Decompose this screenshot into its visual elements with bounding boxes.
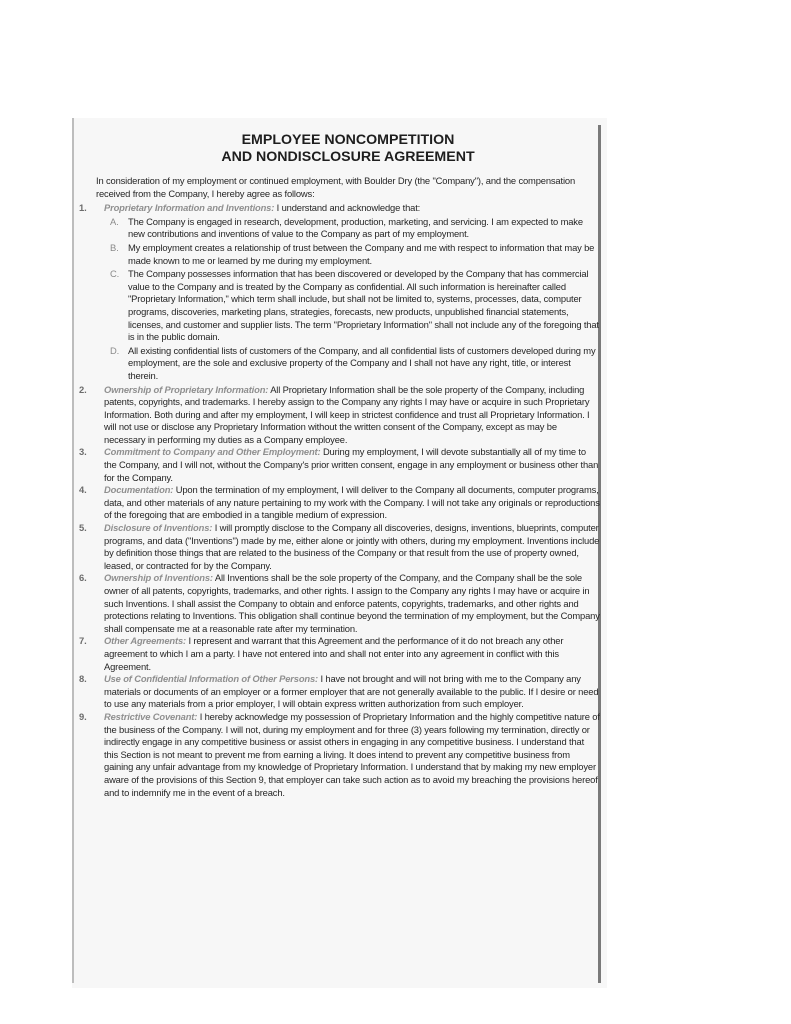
intro-paragraph: In consideration of my employment or continued employment, with Boulder Dry (the "Company"), and the compensation received from the Company, I hereby agree as follows:: [96, 175, 576, 199]
section-4: [79, 484, 600, 522]
section-text: I will promptly disclose to the Company all discoveries, designs, inventions, blueprints, computer programs, and data ("Inventions") made by me, either alone or jointly with others, during my employment. Inventions include by definition those things that are related to the business of the Company or that result from the use of property owned, leased, or contracted for by the Company.: [104, 522, 600, 571]
page-left-edge: [72, 118, 74, 983]
subitem-letter: D.: [110, 344, 120, 356]
section-6: [79, 572, 600, 635]
title-line-2: AND NONDISCLOSURE AGREEMENT: [221, 149, 475, 165]
section-text: I represent and warrant that this Agreement and the performance of it do not breach any other agreement to which I am a party. I have not entered into and shall not enter into any agreement in conflict with this Agreement.: [104, 635, 564, 672]
section-text: During my employment, I will devote substantially all of my time to the Company, and I will not, without the Company's prior written consent, engage in any employment or business other than for the Company.: [104, 446, 599, 483]
subitem-c: [104, 268, 600, 344]
section-1: [79, 202, 600, 382]
section-8: [79, 673, 600, 711]
section-text: I have not brought and will not bring with me to the Company any materials or documents of an employer or a former employer that are not generally available to the public. If I desire or need to use any materials from a prior employer, I will obtain express written authorization from such employer.: [104, 673, 599, 710]
subitem-b: [104, 242, 600, 267]
section-number: 2.: [79, 383, 87, 395]
subitem-a: [104, 216, 600, 241]
subitem-text: All existing confidential lists of customers of the Company, and all confidential lists of customers developed during my employment, are the sole and exclusive property of the Company and I shall not have any right, title, or interest therein.: [128, 344, 596, 381]
section-number: 4.: [79, 484, 87, 496]
section-heading: Other Agreements:: [104, 635, 187, 647]
document-title: [96, 132, 600, 166]
section-heading: Disclosure of Inventions:: [104, 522, 213, 534]
subitem-letter: B.: [110, 241, 119, 253]
subitem-text: The Company is engaged in research, development, production, marketing, and servicing. I am expected to make new contributions and inventions of value to the Company as part of my employment.: [128, 215, 583, 240]
section-text: I hereby acknowledge my possession of Proprietary Information and the highly competitive nature of the business of the Company. I will not, during my employment and for three (3) years following my termination, directly or indirectly engage in any competitive business or assist others in engaging in any competitive business. I understand that this Section is not meant to prevent me from earning a living. It does intend to prevent any competitive business from gaining any unfair advantage from my knowledge of Proprietary Information. I understand that by making my new employer aware of the provisions of this Section 9, that employer can take such action as to avoid my breaching the provisions hereof and to indemnify me in the event of a breach.: [104, 710, 600, 798]
section-text: I understand and acknowledge that:: [274, 202, 421, 214]
section-heading: Ownership of Inventions:: [104, 572, 213, 584]
section-heading: Restrictive Covenant:: [104, 710, 198, 722]
section-text: All Proprietary Information shall be the sole property of the Company, including patents, copyrights, and trademarks. I hereby assign to the Company any rights I may have or acquire in such Proprietary Information. Both during and after my employment, I will keep in strictest confidence and trust all Proprietary Information. I will not use or disclose any Proprietary Information without the written consent of the Company, except as may be necessary in performing my duties as a Company employee.: [104, 383, 590, 445]
subitem-text: The Company possesses information that has been discovered or developed by the Company that has commercial value to the Company and is treated by the Company as confidential. All such information is hereinafter called "Proprietary Information," which term shall include, but shall not be limited to, systems, processes, data, computer programs, discoveries, marketing plans, strategies, forecasts, new products, unpublished financial statements, licenses, and customer and supplier lists. The term "Proprietary Information" shall not include any of the foregoing that is in the public domain.: [128, 268, 599, 343]
section-5: [79, 522, 600, 572]
section-2: [79, 383, 600, 447]
subitem-letter: C.: [110, 268, 120, 280]
title-line-1: EMPLOYEE NONCOMPETITION: [241, 132, 455, 148]
section-text: Upon the termination of my employment, I will deliver to the Company all documents, computer programs, data, and other materials of any nature pertaining to my work with the Company. I will not take any originals or reproductions of the foregoing that are embodied in a tangible medium of expression.: [104, 484, 600, 521]
section-number: 8.: [79, 673, 87, 685]
subitem-text: My employment creates a relationship of trust between the Company and me with respect to information that may be made known to me or learned by me during my employment.: [128, 241, 595, 266]
section-number: 3.: [79, 446, 87, 458]
section-9: [79, 710, 600, 799]
section-heading: Documentation:: [104, 484, 174, 496]
section-3: [79, 446, 600, 484]
section-number: 7.: [79, 635, 87, 647]
section-number: 9.: [79, 710, 87, 722]
section-heading: Use of Confidential Information of Other Persons:: [104, 673, 319, 685]
subitem-d: [104, 345, 600, 383]
section-number: 6.: [79, 572, 87, 584]
document-content: [79, 130, 600, 799]
section-heading: Ownership of Proprietary Information:: [104, 383, 269, 395]
section-heading: Proprietary Information and Inventions:: [104, 202, 275, 214]
section-text: All Inventions shall be the sole property of the Company, and the Company shall be the sole owner of all patents, copyrights, trademarks, and other rights. I assign to the Company any rights I may have or acquire in such Inventions. I shall assist the Company to obtain and enforce patents, copyrights, trademarks, and other rights and protections relating to Inventions. This obligation shall continue beyond the termination of my employment, but the Company shall compensate me at a reasonable rate after my termination.: [104, 572, 600, 634]
section-number: 5.: [79, 522, 87, 534]
section-heading: Commitment to Company and Other Employment:: [104, 446, 321, 458]
section-number: 1.: [79, 202, 87, 214]
section-7: [79, 635, 600, 673]
subitem-letter: A.: [110, 215, 119, 227]
